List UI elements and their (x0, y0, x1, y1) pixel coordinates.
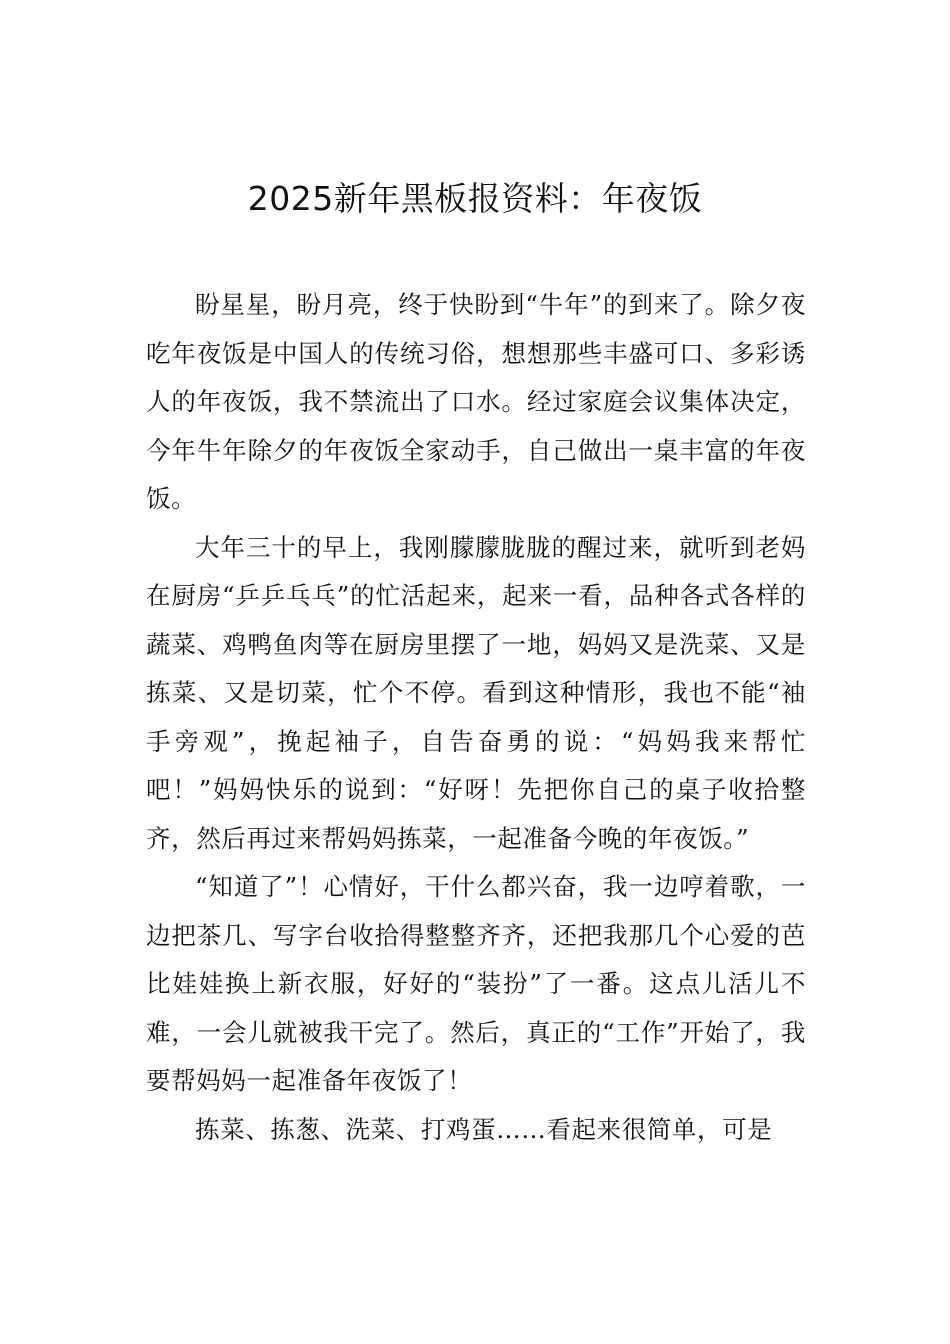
paragraph-4: 拣菜、拣葱、洗菜、打鸡蛋……看起来很简单，可是 (195, 1114, 773, 1144)
paragraph-2: 大年三十的早上，我刚朦朦胧胧的醒过来，就听到老妈在厨房“乒乒乓乓”的忙活起来，起来一看，品种各式各样的蔬菜、鸡鸭鱼肉等在厨房里摆了一地，妈妈又是洗菜、又是拣菜、又是切菜，忙个不停。看到这种情形，我也不能“袖手旁观”，挽起袖子，自告奋勇的说：“妈妈我来帮忙吧！”妈妈快乐的说到：“好呀！先把你自己的桌子收拾整齐，然后再过来帮妈妈拣菜，一起准备今晚的年夜饭。” (146, 532, 806, 853)
document-title: 2025新年黑板报资料：年夜饭 (247, 179, 703, 218)
document-body (146, 281, 806, 1154)
paragraph-3: “知道了”！心情好，干什么都兴奋，我一边哼着歌，一边把茶几、写字台收拾得整整齐齐，还把我那几个心爱的芭比娃娃换上新衣服，好好的“装扮”了一番。这点儿活儿不难，一会儿就被我干完了。然后，真正的“工作”开始了，我要帮妈妈一起准备年夜饭了！ (146, 872, 806, 1095)
paragraph-1: 盼星星，盼月亮，终于快盼到“牛年”的到来了。除夕夜吃年夜饭是中国人的传统习俗，想想那些丰盛可口、多彩诱人的年夜饭，我不禁流出了口水。经过家庭会议集体决定，今年牛年除夕的年夜饭全家动手，自己做出一桌丰富的年夜饭。 (146, 290, 806, 513)
